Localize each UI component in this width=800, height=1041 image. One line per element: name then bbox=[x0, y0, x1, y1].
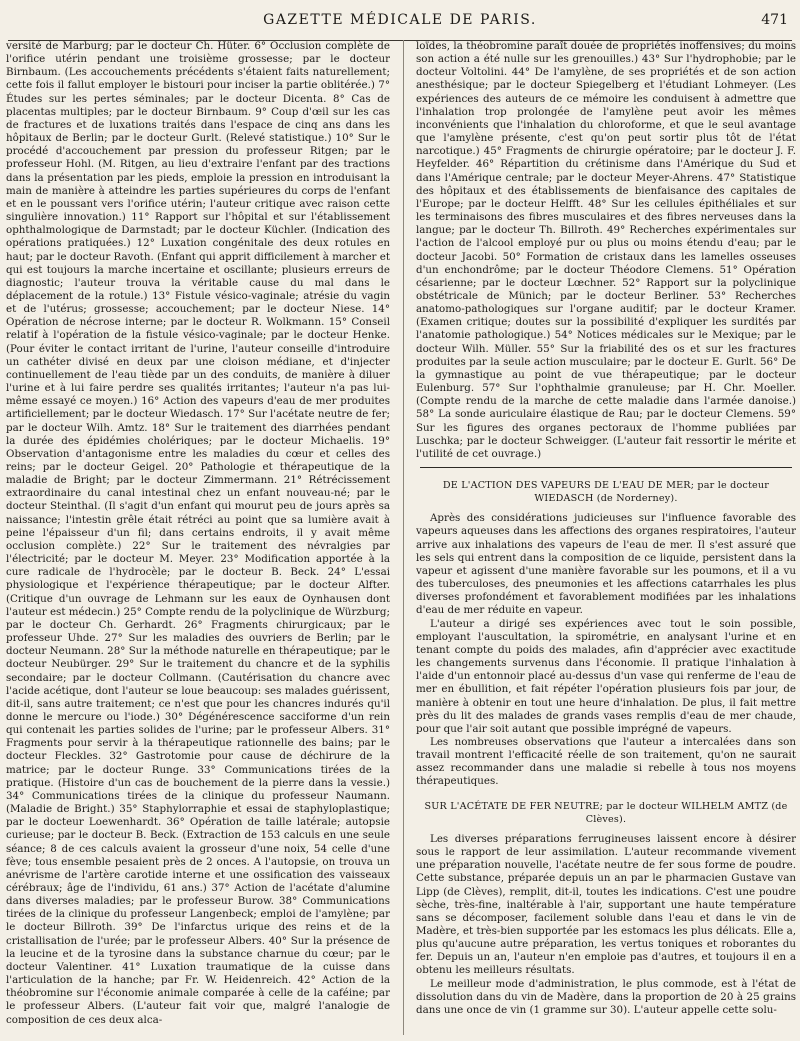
running-title: GAZETTE MÉDICALE DE PARIS. bbox=[263, 12, 537, 28]
article-paragraph: Après des considérations judicieuses sur l'influence favorable des vapeurs aqueuses dans les affections des organes respiratoires, l'auteur arrive aux inhalations des vapeurs de l'eau de mer. Il s'est assuré que les sels qui entrent dans la composition de ce liquide, persistent dans la vapeur et agissent d'une manière favorable sur les poumons, et il a vu des tuberculoses, des pneumonies et les affections catarrhales les plus diverses profondément et favorablement modifiées par les inhalations d'eau de mer réduite en vapeur. bbox=[416, 512, 796, 617]
page-number: 471 bbox=[761, 12, 788, 28]
continued-list-text: loïdes, la théobromine paraît douée de propriétés inoffensives; du moins son action a été nulle sur les grenouilles.) 43° Sur l'hydrophobie; par le docteur Voltolini. 44° De l'amylène, de ses propriétés et de son action anesthésique; par le docteur Spiegelberg et l'étudiant Lohmeyer. (Les expériences des auteurs de ce mémoire les conduisent à admettre que l'inhalation trop prolongée de l'amylène peut avoir les mêmes inconvénients que l'inhalation du chloroforme, et que le seul avantage que l'amylène présente, c'est qu'on peut sortir plus tôt de l'état narcotique.) 45° Fragments de chirurgie opératoire; par le docteur J. F. Heyfelder. 46° Répartition du crétinisme dans l'Amérique du Sud et dans l'Amérique centrale; par le docteur Meyer-Ahrens. 47° Statistique des hôpitaux et des établissements de bienfaisance des capitales de l'Europe; par le docteur Helfft. 48° Sur les cellules épithéliales et sur les terminaisons des fibres musculaires et des fibres nerveuses dans la langue; par le docteur Th. Billroth. 49° Recherches expérimentales sur l'action de l'alcool employé pur ou plus ou moins étendu d'eau; par le docteur Jacobi. 50° Formation de cristaux dans les lamelles osseuses d'un enchondrôme; par le docteur Théodore Clemens. 51° Opération césarienne; par le docteur Lœchner. 52° Rapport sur la polyclinique obstétricale de Münich; par le docteur Berliner. 53° Recherches anatomo-pathologiques sur l'organe auditif; par le docteur Kramer. (Examen critique; doutes sur la possibilité d'expliquer les surdités par l'anatomie pathologique.) 54° Notices médicales sur le Mexique; par le docteur Wilh. Müller. 55° Sur la friabilité des os et sur les fractures produites par la seule action musculaire; par le docteur E. Gurlt. 56° De la gymnastique au point de vue thérapeutique; par le docteur Eulenburg. 57° Sur l'ophthalmie granuleuse; par H. Chr. Moeller. (Compte rendu de la marche de cette maladie dans l'armée danoise.) 58° La sonde auriculaire élastique de Rau; par le docteur Clemens. 59° Sur les figures des organes pectoraux de l'homme publiées par Luschka; par le docteur Schweigger. (L'auteur fait ressortir le mérite et l'utilité de cet ouvrage.) bbox=[416, 40, 796, 460]
article-paragraph: Le meilleur mode d'administration, le plus commode, est à l'état de dissolution dans du vin de Madère, dans la proportion de 20 à 25 grains dans une once de vin (1 gramme sur 30). L'auteur appelle cette solu- bbox=[416, 977, 796, 1016]
section-separator bbox=[420, 467, 792, 468]
article-paragraph: L'auteur a dirigé ses expériences avec tout le soin possible, employant l'auscultation, la spirométrie, en analysant l'urine et en tenant compte du poids des malades, afin d'apprécier avec exactitude les changements survenus dans l'économie. Il pratique l'inhalation à l'aide d'un entonnoir placé au-dessus d'un vase qui renferme de l'eau de mer en ébullition, et fait répéter l'opération plusieurs fois par jour, de manière à obtenir en tout une heure d'inhalation. De plus, il fait mettre près du lit des malades de grands vases remplis d'eau de mer chaude, pour que l'air soit autant que possible imprégné de vapeurs. bbox=[416, 617, 796, 735]
left-column bbox=[6, 40, 390, 1037]
left-column-text: versité de Marburg; par le docteur Ch. Hüter. 6° Occlusion complète de l'orifice utérin pendant une troisième grossesse; par le docteur Birnbaum. (Les accouchements précédents s'étaient faits naturellement; cette fois il fallut employer le bistouri pour inciser la partie oblitérée.) 7° Études sur les pertes séminales; par le docteur Dicenta. 8° Cas de placentas multiples; par le docteur Birnbaum. 9° Coup d'œil sur les cas de fractures et de luxations traités dans l'espace de cinq ans dans les hôpitaux de Berlin; par le docteur Gurlt. (Relevé statistique.) 10° Sur le procédé d'accouchement par pression du professeur Ritgen; par le professeur Hohl. (M. Ritgen, au lieu d'extraire l'enfant par des tractions dans la présentation par les pieds, emploie la pression en introduisant la main de manière à atteindre les parties supérieures du corps de l'enfant et en le poussant vers l'orifice utérin; l'auteur critique avec raison cette singulière innovation.) 11° Rapport sur l'hôpital et sur l'établissement ophthalmologique de Darmstadt; par le docteur Küchler. (Indication des opérations pratiquées.) 12° Luxation congénitale des deux rotules en haut; par le docteur Ravoth. (Enfant qui apprit difficilement à marcher et qui est toujours la marche incertaine et oscillante; plusieurs erreurs de diagnostic; l'auteur trouva la véritable cause du mal dans le déplacement de la rotule.) 13° Fistule vésico-vaginale; atrésie du vagin et de l'utérus; grossesse; accouchement; par le docteur Niese. 14° Opération de nécrose interne; par le docteur R. Wolkmann. 15° Conseil relatif à l'opération de la fistule vésico-vaginale; par le docteur Henke. (Pour éviter le contact irritant de l'urine, l'auteur conseille d'introduire un cathéter divisé en deux par une cloison médiane, et d'injecter continuellement de l'eau tiède par un des conduits, de manière à diluer l'urine et à lui faire perdre ses qualités irritantes; l'auteur n'a pas lui-même essayé ce moyen.) 16° Action des vapeurs d'eau de mer produites artificiellement; par le docteur Wiedasch. 17° Sur l'acétate neutre de fer; par le docteur Wilh. Amtz. 18° Sur le traitement des diarrhées pendant la durée des épidémies cholériques; par le docteur Michaelis. 19° Observation d'antagonisme entre les maladies du cœur et celles des reins; par le docteur Geigel. 20° Pathologie et thérapeutique de la maladie de Bright; par le docteur Zimmermann. 21° Rétrécissement extraordinaire du canal intestinal chez un enfant nouveau-né; par le docteur Steinthal. (Il s'agit d'un enfant qui mourut peu de jours après sa naissance; l'intestin grêle était rétréci au point que sa lumière avait à peine l'épaisseur d'un fil; dans certains endroits, il y avait même occlusion complète.) 22° Sur le traitement des névralgies par l'électricité; par le docteur M. Meyer. 23° Modification apportée à la cure radicale de l'hydrocèle; par le docteur B. Beck. 24° L'essai physiologique et l'expérience thérapeutique; par le docteur Alfter. (Critique d'un ouvrage de Lehmann sur les eaux de Oynhausen dont l'auteur est médecin.) 25° Compte rendu de la polyclinique de Würzburg; par le docteur Ch. Gerhardt. 26° Fragments chirurgicaux; par le professeur Uhde. 27° Sur les maladies des ouvriers de Berlin; par le docteur Neumann. 28° Sur la méthode naturelle en thérapeutique; par le docteur Neubürger. 29° Sur le traitement du chancre et de la syphilis secondaire; par le docteur Collmann. (Cautérisation du chancre avec l'acide acétique, dont l'auteur se loue beaucoup: ses malades guérissent, dit-il, sans autre traitement; ce n'est que pour les chancres indurés qu'il donne le mercure ou l'iode.) 30° Dégénérescence sacciforme d'un rein qui contenait les parties solides de l'urine; par le professeur Albers. 31° Fragments pour servir à la thérapeutique rationnelle des bains; par le docteur Fleckles. 32° Gastrotomie pour cause de déchirure de la matrice; par le docteur Runge. 33° Communications tirées de la pratique. (Histoire d'un cas de bouchement de la pierre dans la vessie.) 34° Communications tirées de la clinique du professeur Naumann. (Maladie de Bright.) 35° Staphylorraphie et essai de staphyloplastique; par le docteur Loewenhardt. 36° Opération de taille latérale; autopsie curieuse; par le docteur B. Beck. (Extraction de 153 calculs en une seule séance; 8 de ces calculs avaient la grosseur d'une noix, 54 celle d'une fève; tous ensemble pesaient près de 2 onces. A l'autopsie, on trouva un anévrisme de l'artère carotide interne et une ossification des vaisseaux cérébraux; âge de l'individu, 61 ans.) 37° Action de l'acétate d'alumine dans diverses maladies; par le professeur Burow. 38° Communications tirées de la clinique du professeur Langenbeck; emploi de l'amylène; par le docteur Billroth. 39° De l'infarctus urique des reins et de la cristallisation de l'urée; par le professeur Albers. 40° Sur la présence de la leucine et de la tyrosine dans la substance charnue du cœur; par le docteur Valentiner. 41° Luxation traumatique de la cuisse dans l'articulation de la hanche; par Fr. W. Heidenreich. 42° Action de la théobromine sur l'économie animale comparée à celle de la caféine; par le professeur Albers. (L'auteur fait voir que, malgré l'analogie de composition de ces deux alca- bbox=[6, 40, 390, 1026]
article-paragraph: Les nombreuses observations que l'auteur a intercalées dans son travail montrent l'efficacité réelle de son traitement, qu'on ne saurait assez recommander dans une maladie si rebelle à tous nos moyens thérapeutiques. bbox=[416, 735, 796, 788]
article-paragraph: Les diverses préparations ferrugineuses laissent encore à désirer sous le rapport de leur assimilation. L'auteur recommande vivement une préparation nouvelle, l'acétate neutre de fer sous forme de poudre. Cette substance, préparée depuis un an par le pharmacien Gustave van Lipp (de Clèves), remplit, dit-il, toutes les indications. C'est une poudre sèche, très-fine, inaltérable à l'air, supportant une haute température sans se décomposer, facilement soluble dans l'eau et dans le vin de Madère, et très-bien supportée par les estomacs les plus délicats. Elle a, plus qu'aucune autre préparation, les vertus toniques et roborantes du fer. Depuis un an, l'auteur n'en emploie pas d'autres, et toujours il en a obtenu les meilleurs résultats. bbox=[416, 832, 796, 977]
column-divider bbox=[403, 40, 404, 1035]
article-title-amtz: SUR L'ACÉTATE DE FER NEUTRE; par le docteur WILHELM AMTZ (de Clèves). bbox=[424, 800, 788, 825]
page-header bbox=[0, 8, 800, 38]
right-column bbox=[416, 40, 796, 1037]
article-title-wiedasch: DE L'ACTION DES VAPEURS DE L'EAU DE MER; par le docteur WIEDASCH (de Norderney). bbox=[442, 480, 770, 505]
